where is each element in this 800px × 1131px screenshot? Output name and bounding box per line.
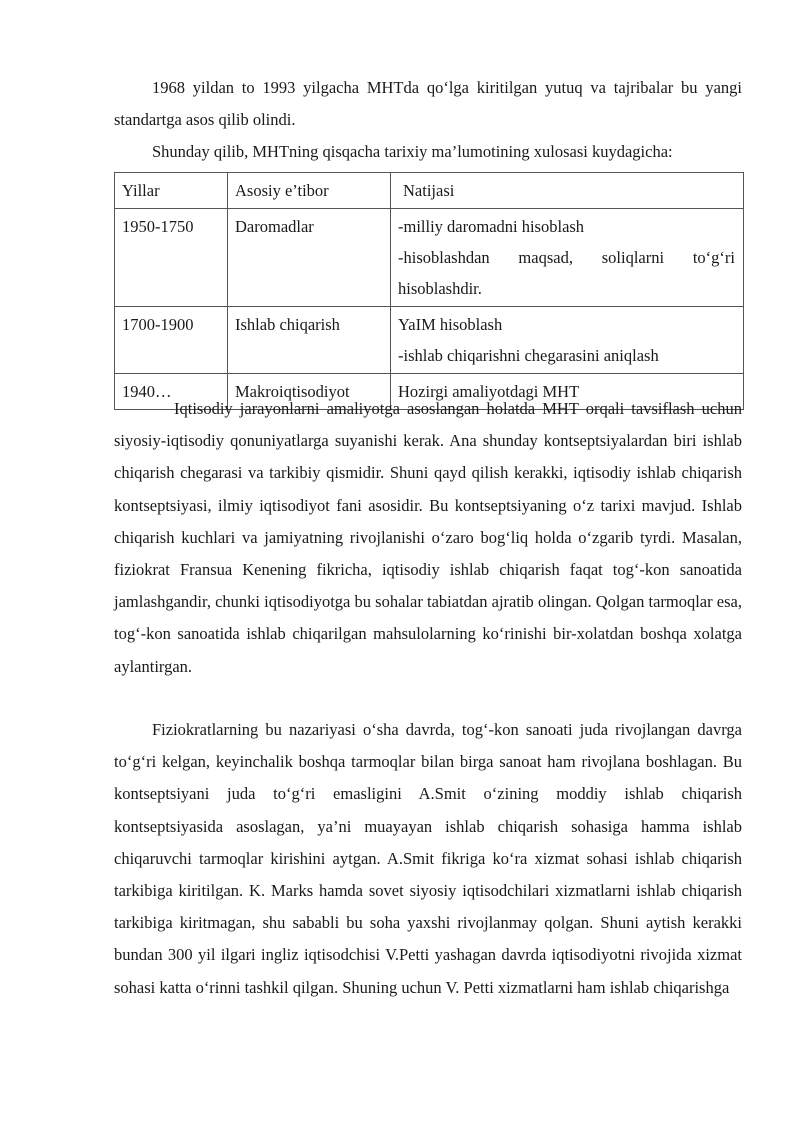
table-row	[115, 307, 744, 374]
result-line: -milliy daromadni hisoblash	[398, 217, 585, 236]
paragraph-concepts: Iqtisodiy jarayonlarni amaliyotga asoslangan holatda MHT orqali tavsiflash uchun siyosiy-iqtisodiy qonuniyatlarga suyanishi kerak. Ana shunday kontseptsiyalardan biri ishlab chiqarish chegarasi va tarkibiy qismidir. Shuni qayd qilish kerakki, iqtisodiy ishlab chiqarish kontseptsiyasi, ilmiy iqtisodiyot fani asosidir. Bu kontseptsiyaning o‘z tarixi mavjud. Ishlab chiqarish kuchlari va jamiyatning rivojlanishi o‘zaro bog‘liq holda o‘zgarib tyrdi. Masalan, fiziokrat Fransua Kenening fikricha, iqtisodiy ishlab chiqarish faqat tog‘-kon sanoatida jamlashgandir, chunki iqtisodiyotga bu sohalar tabiatdan ajratib olingan. Qolgan tarmoqlar esa, tog‘-kon sanoatida ishlab chiqarilgan mahsulolarning ko‘rinishi bir-xolatdan boshqa xolatga aylantirgan.	[114, 399, 742, 676]
cell-years: 1700-1900	[115, 307, 228, 374]
result-line: YaIM hisoblash	[398, 315, 503, 334]
cell-result	[391, 209, 744, 307]
paragraph-physiocrats: Fiziokratlarning bu nazariyasi o‘sha davrda, tog‘-kon sanoati juda rivojlangan davrga to‘g‘ri kelgan, keyinchalik boshqa tarmoqlar bilan birga sanoat ham rivojlana boshlagan. Bu kontseptsiyani juda to‘g‘ri emasligini A.Smit o‘zining moddiy ishlab chiqarish kontseptsiyasida asoslagan, ya’ni muayayan ishlab chiqarish sohasiga hamma ishlab chiqaruvchi tarmoqlar kirishini aytgan. A.Smit fikriga ko‘ra xizmat sohasi ishlab chiqarish tarkibiga kiritilgan. K. Marks hamda sovet siyosiy iqtisodchilari xizmatlarni ishlab chiqarish tarkibiga kiritmagan, shu sababli bu soha yaxshi rivojlanmay qolgan. Shuni aytish kerakki bundan 300 yil ilgari ingliz iqtisodchisi V.Petti yashagan davrda iqtisodiyotni rivojida xizmat sohasi katta o‘rinni tashkil qilgan. Shuning uchun V. Petti xizmatlarni ham ishlab chiqarishga	[114, 720, 742, 997]
result-line: -ishlab chiqarishni chegarasini aniqlash	[398, 346, 659, 365]
header-result	[391, 173, 744, 209]
result-line: Hozirgi amaliyotdagi MHT	[398, 382, 580, 401]
header-result-label: Natijasi	[403, 181, 455, 200]
paragraph-summary-lead: Shunday qilib, MHTning qisqacha tarixiy ma’lumotining xulosasi kuydagicha:	[152, 142, 673, 161]
result-line: hisoblashdir.	[398, 279, 482, 298]
table-row	[115, 209, 744, 307]
cell-result	[391, 307, 744, 374]
cell-years: 1950-1750	[115, 209, 228, 307]
header-focus: Asosiy e’tibor	[228, 173, 391, 209]
cell-focus: Makroiqtisodiyot	[228, 374, 391, 410]
result-line: -hisoblashdan maqsad, soliqlarni to‘g‘ri	[398, 248, 735, 267]
history-table	[114, 172, 744, 410]
header-years: Yillar	[115, 173, 228, 209]
cell-focus: Daromadlar	[228, 209, 391, 307]
paragraph-intro: 1968 yildan to 1993 yilgacha MHTda qo‘lga kiritilgan yutuq va tajribalar bu yangi standartga asos qilib olindi.	[114, 78, 742, 130]
table-header-row	[115, 173, 744, 209]
cell-years: 1940…	[115, 374, 228, 410]
cell-focus: Ishlab chiqarish	[228, 307, 391, 374]
